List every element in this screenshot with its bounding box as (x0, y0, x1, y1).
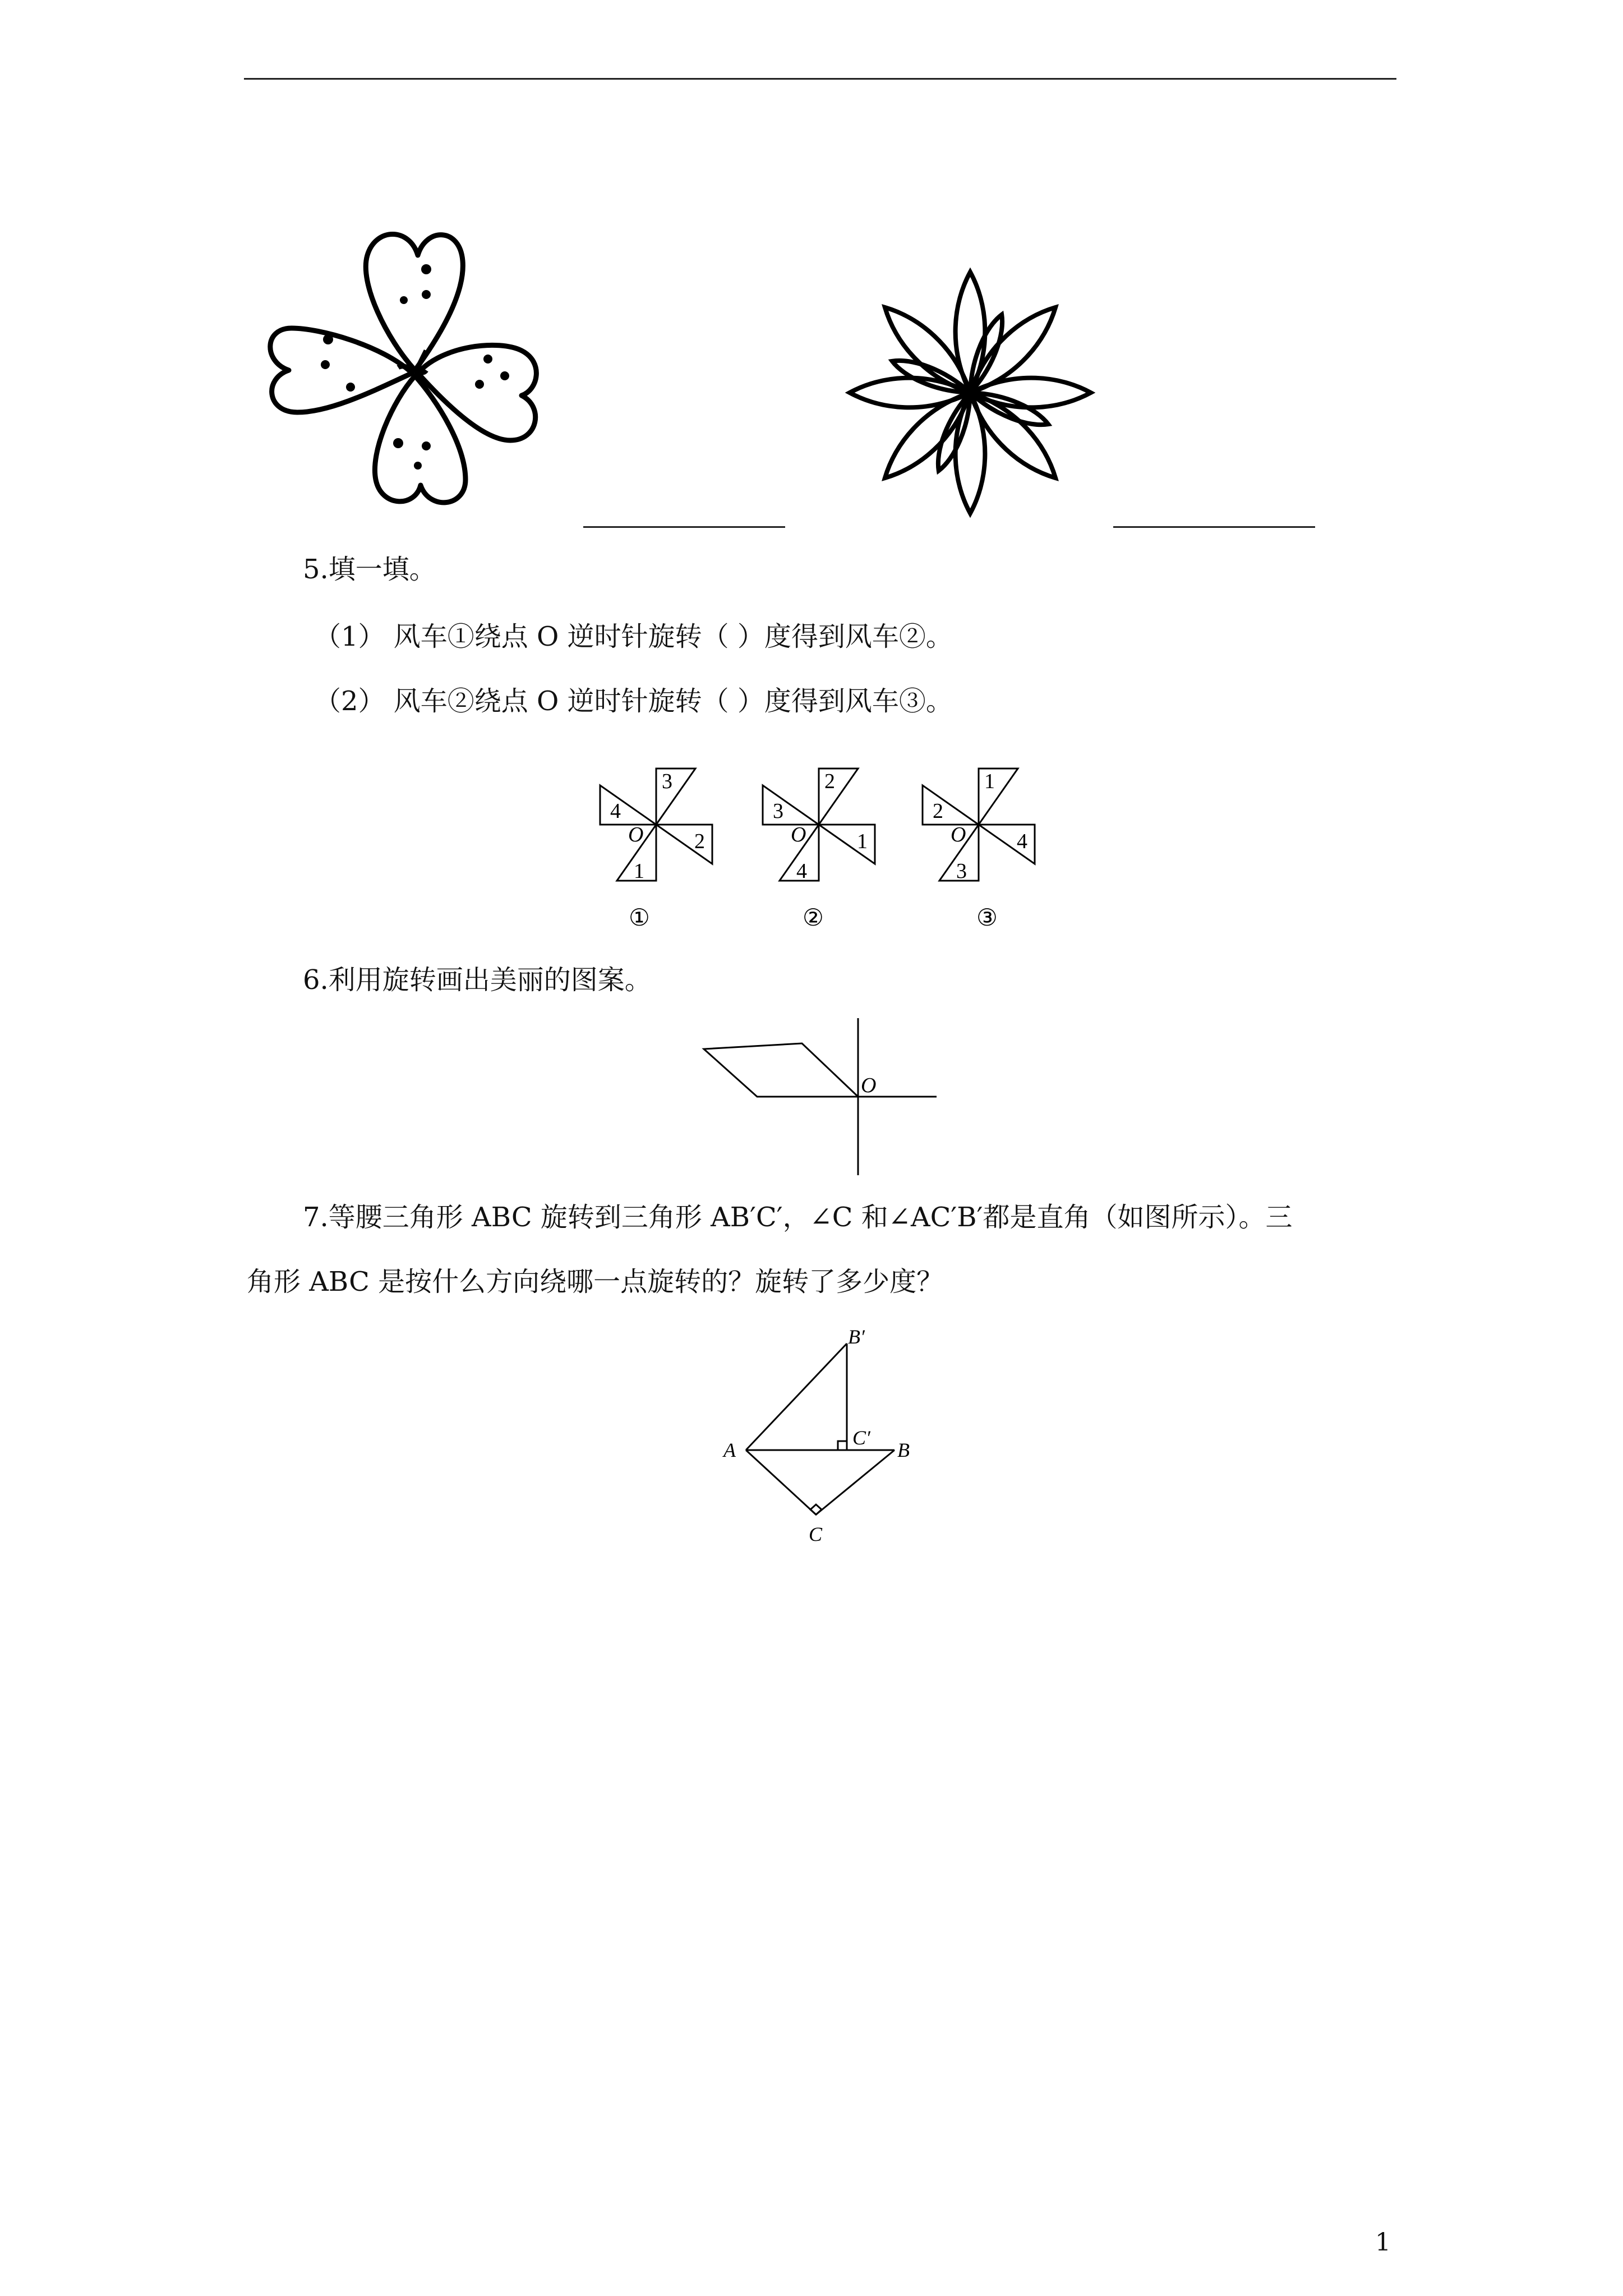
windmill-3-up: 1 (984, 770, 995, 793)
q6-center-label: O (861, 1074, 877, 1097)
q7-line-1: 7.等腰三角形 ABC 旋转到三角形 AB′C′，∠C 和∠AC′B′都是直角（如图所示）。三 (303, 1202, 1293, 1233)
star-flower-figure (824, 247, 1116, 527)
windmill-2-label: ② (803, 905, 824, 931)
windmill-1-right: 2 (694, 830, 705, 853)
windmills-figure (572, 746, 1077, 942)
windmill-3-center: O (951, 823, 966, 846)
windmill-3-down: 3 (956, 859, 967, 883)
windmill-1-down: 1 (634, 859, 644, 883)
label-b-prime: B′ (848, 1326, 865, 1348)
label-a: A (723, 1439, 736, 1461)
windmill-3-right: 4 (1017, 830, 1027, 853)
heart-flower-figure (258, 216, 572, 519)
q6-title: 6.利用旋转画出美丽的图案。 (303, 964, 652, 996)
windmill-2-down: 4 (796, 859, 807, 883)
windmill-2-left: 3 (773, 799, 783, 823)
windmill-1-center: O (628, 823, 644, 846)
page-number: 1 (1375, 2228, 1391, 2257)
windmill-3-label: ③ (976, 905, 998, 931)
answer-blank-1[interactable] (583, 526, 785, 528)
windmill-1-left: 4 (610, 799, 621, 823)
q5-item-2: （2） 风车②绕点 O 逆时针旋转（ ）度得到风车③。 (314, 685, 953, 717)
label-c-prime: C′ (852, 1427, 870, 1449)
label-b: B (897, 1439, 910, 1461)
q5-item-1: （1） 风车①绕点 O 逆时针旋转（ ）度得到风车②。 (314, 621, 953, 652)
windmill-2-center: O (791, 823, 806, 846)
windmill-2-up: 2 (824, 770, 835, 793)
windmill-2-right: 1 (857, 830, 868, 853)
windmill-3-left: 2 (933, 799, 943, 823)
windmill-1-up: 3 (662, 770, 672, 793)
answer-blank-2[interactable] (1113, 526, 1315, 528)
header-rule (244, 78, 1396, 80)
q5-title: 5.填一填。 (303, 554, 436, 585)
q7-line-2: 角形 ABC 是按什么方向绕哪一点旋转的？旋转了多少度？ (247, 1266, 944, 1297)
windmill-1-label: ① (629, 905, 650, 931)
q6-parallelogram-figure (690, 1018, 948, 1181)
label-c: C (809, 1523, 823, 1545)
q7-triangle-figure (712, 1321, 937, 1557)
